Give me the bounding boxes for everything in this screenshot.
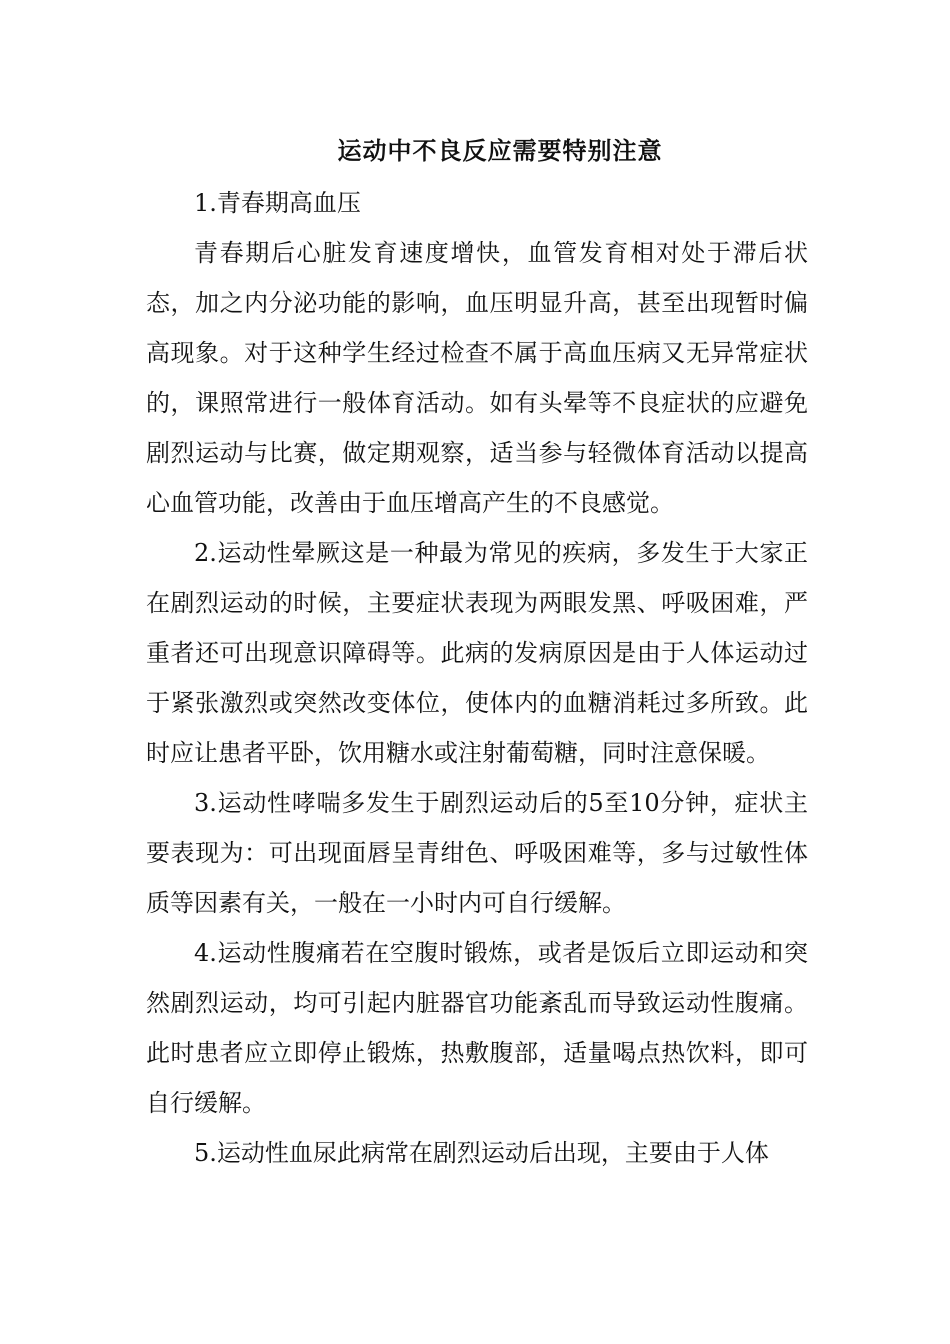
paragraph-adolescent-hypertension: 青春期后心脏发育速度增快，血管发育相对处于滞后状态，加之内分泌功能的影响，血压明显升高，甚至出现暂时偏高现象。对于这种学生经过检查不属于高血压病又无异常症状的，课照常进行一般体育活动。如有头晕等不良症状的应避免剧烈运动与比赛，做定期观察，适当参与轻微体育活动以提高心血管功能，改善由于血压增高产生的不良感觉。 <box>146 239 808 517</box>
paragraph-heading-1: 1.青春期高血压 <box>194 189 361 217</box>
paragraph-exercise-hematuria: 5.运动性血尿此病常在剧烈运动后出现，主要由于人体 <box>194 1139 769 1167</box>
paragraph-exercise-syncope: 2.运动性晕厥这是一种最为常见的疾病，多发生于大家正在剧烈运动的时候，主要症状表现为两眼发黑、呼吸困难，严重者还可出现意识障碍等。此病的发病原因是由于人体运动过于紧张激烈或突然改变体位，使体内的血糖消耗过多所致。此时应让患者平卧，饮用糖水或注射葡萄糖，同时注意保暖。 <box>146 539 808 767</box>
paragraph-exercise-asthma: 3.运动性哮喘多发生于剧烈运动后的5至10分钟，症状主要表现为：可出现面唇呈青绀色、呼吸困难等，多与过敏性体质等因素有关，一般在一小时内可自行缓解。 <box>146 789 808 917</box>
document-body <box>146 178 808 1178</box>
paragraph-exercise-abdominal-pain: 4.运动性腹痛若在空腹时锻炼，或者是饭后立即运动和突然剧烈运动，均可引起内脏器官功能紊乱而导致运动性腹痛。此时患者应立即停止锻炼，热敷腹部，适量喝点热饮料，即可自行缓解。 <box>146 939 808 1117</box>
document-title: 运动中不良反应需要特别注意 <box>337 136 663 165</box>
